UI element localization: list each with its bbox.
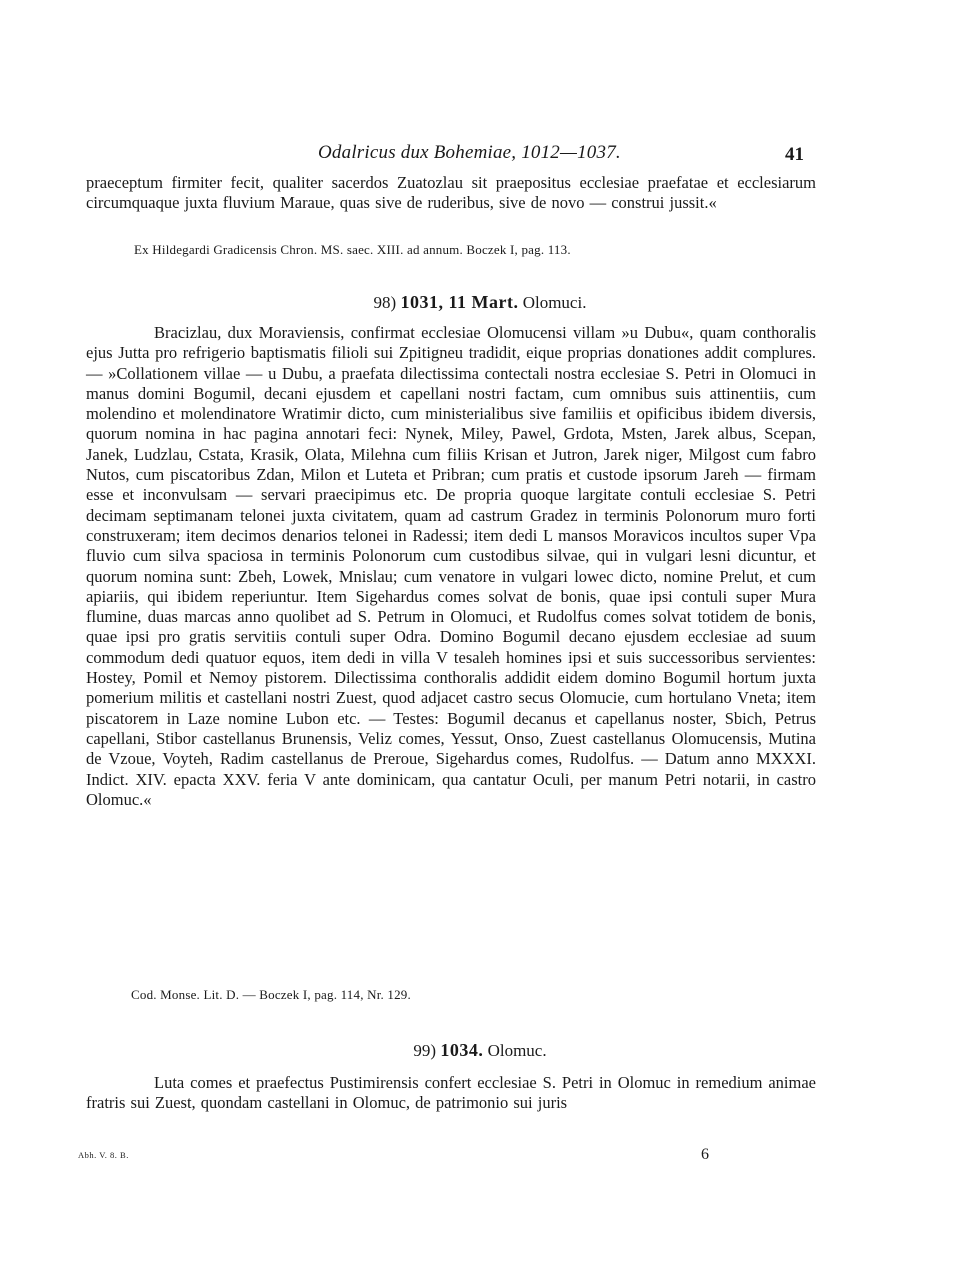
running-title: Odalricus dux Bohemiae, 1012—1037. — [318, 142, 621, 163]
section-97-source: Ex Hildegardi Gradicensis Chron. MS. saec. XIII. ad annum. Boczek I, pag. 113. — [134, 242, 571, 257]
section-97-text: praeceptum firmiter fecit, qualiter sacerdos Zuatozlau sit praepositus ecclesiae praefatae et ecclesiarum circumquaque juxta fluvium Maraue, quas sive de ruderibus, sive de novo — construi jussit.« — [86, 173, 816, 213]
section-98-source: Cod. Monse. Lit. D. — Boczek I, pag. 114, Nr. 129. — [131, 987, 411, 1002]
page-footer — [78, 1146, 818, 1176]
section-99-heading — [0, 1040, 960, 1061]
signature-mark: Abh. V. 8. B. — [78, 1150, 129, 1160]
section-99-place: Olomuc. — [487, 1041, 547, 1060]
section-99-number: 99) — [413, 1041, 437, 1060]
section-98-heading — [0, 292, 960, 313]
section-97-source-block — [134, 241, 814, 258]
section-97-tail — [86, 173, 816, 214]
section-99-text: Luta comes et praefectus Pustimirensis confert ecclesiae S. Petri in Olomuc in remedium animae fratris sui Zuest, quondam castellani in Olomuc, de patrimonio sui juris — [86, 1073, 816, 1113]
section-98-place: Olomuci. — [522, 293, 587, 312]
page-number: 41 — [785, 144, 804, 165]
section-99-body — [86, 1073, 816, 1114]
section-98-text: Bracizlau, dux Moraviensis, confirmat ecclesiae Olomucensi villam »u Dubu«, quam conthoralis ejus Jutta pro refrigerio baptismatis filioli sui Zpitigneu tradidit, eique proprias donationes addit complures. — »Collationem villae — u Dubu, a praefata dilectissima contectali nostra ecclesiae S. Petri in Olomuci in manus domini Bogumil, decani ejusdem et capellani nostri factam, cum omnibus suis attinentiis, cum molendino et molendinatore Wratimir dicto, cum ministerialibus sive familiis et opificibus ibidem diversis, quorum nomina in hac pagina annotari feci: Nynek, Miley, Pawel, Grdota, Msten, Jarek albus, Scepan, Janek, Ludzlau, Cstata, Krasik, Olata, Milehna cum filiis Krisan et Jutron, Jarek niger, Milgost cum fabro Nutos, cum piscatoribus Zdan, Milon et Luteta et Pribran; cum pratis et custode ipsorum Jareh — firmam esse et inconvulsam — servari praecipimus etc. De propria quoque largitate contuli ecclesiae S. Petri decimam septimanam telonei juxta civitatem, quam ad castrum Gradez in terminis Polonorum muro forti construxeram; item decimos denarios telonei in Radessi; item dedi L mansos Moravicos incultos super Vpa fluvio cum silva spaciosa in terminis Polonorum cum custodibus silvae, qui in vulgari lesni dicuntur, et quorum nomina sunt: Zbeh, Lowek, Mnislau; cum venatore in vulgari lowec dicto, nomine Prelut, et cum apiariis, qui ibidem reperiuntur. Item Sigehardus comes solvat de bonis, quae ipsi contuli super Mura flumine, duas marcas anno quolibet ad S. Petrum in Olomuci, et Rudolfus comes solvat totidem de bonis, quae ipsi pro gratis servitiis contuli super Odra. Domino Bogumil decano ejusdem ecclesiae ad suum commodum dedi quatuor equos, item dedi in villa V tesaleh homines ipsi et suis successoribus servientes: Hostey, Pomil et Nemoy pistorem. Dilectissima conthoralis addidit eidem domino Bogumil hortum juxta pomerium militis et castellani nostri Zuest, quod adjacet castro secus Olomucie, cum hortulano Vneta; item piscatorem in Laze nomine Lubon etc. — Testes: Bogumil decanus et capellanus noster, Sbich, Petrus capellani, Stibor castellanus Brunensis, Veliz comes, Yessut, Onso, Zuest castellanus Olomucensis, Mutina de Vzoue, Voyteh, Radim castellanus de Preroue, Sigehardus comes, Rudolfus. — Datum anno MXXXI. Indict. XIV. epacta XXV. feria V ante dominicam, qua cantatur Oculi, per manum Petri notarii, in castro Olomuc.« — [86, 323, 816, 809]
sheet-number: 6 — [701, 1146, 709, 1163]
section-98-body — [86, 323, 816, 810]
section-98-date: 1031, 11 Mart. — [400, 292, 519, 312]
section-98-number: 98) — [373, 293, 397, 312]
running-head — [0, 142, 960, 168]
section-98-source-block — [131, 986, 811, 1003]
section-99-date: 1034. — [440, 1040, 484, 1060]
